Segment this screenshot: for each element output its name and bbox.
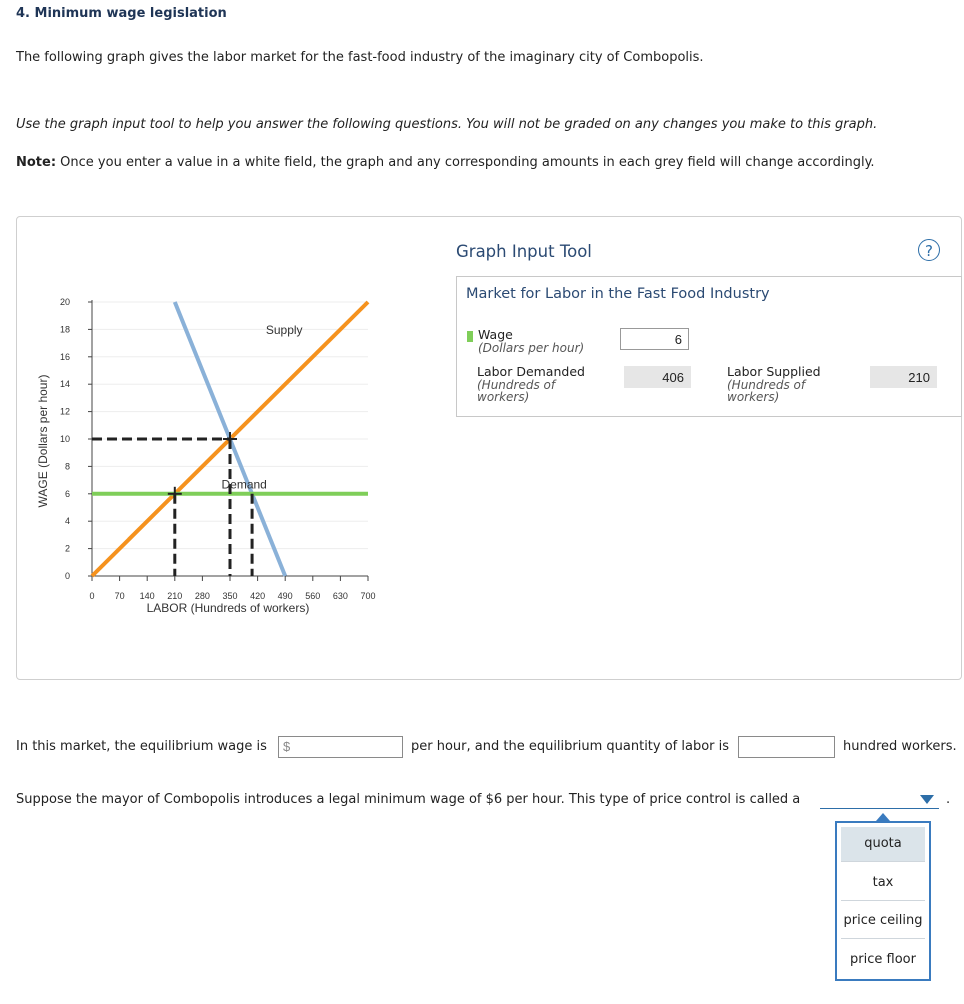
y-tick-label: 14 bbox=[59, 379, 70, 390]
x-tick-label: 350 bbox=[222, 591, 238, 601]
wage-label: Wage bbox=[478, 327, 513, 342]
dropdown-options-list bbox=[835, 821, 931, 981]
x-tick-label: 490 bbox=[277, 591, 293, 601]
y-tick-label: 18 bbox=[59, 324, 70, 335]
graph-input-tool-title: Graph Input Tool bbox=[456, 242, 592, 261]
x-tick-label: 420 bbox=[250, 591, 266, 601]
question-2-period: . bbox=[946, 792, 951, 807]
x-tick-label: 70 bbox=[114, 591, 125, 601]
labor-supplied-unit-2: workers) bbox=[727, 390, 780, 404]
y-tick-label: 10 bbox=[59, 434, 70, 444]
x-tick-label: 140 bbox=[139, 591, 155, 601]
option-divider bbox=[841, 938, 925, 939]
y-tick-label: 2 bbox=[64, 543, 70, 554]
labor-supplied-value: 210 bbox=[870, 366, 937, 388]
option-divider bbox=[841, 861, 925, 862]
dropdown-pointer-icon bbox=[876, 813, 890, 821]
x-axis-title: LABOR (Hundreds of workers) bbox=[146, 601, 310, 615]
x-tick-label: 560 bbox=[305, 591, 321, 601]
option-price-ceiling[interactable]: price ceiling bbox=[843, 913, 923, 928]
option-divider bbox=[841, 900, 925, 901]
y-axis-title: WAGE (Dollars per hour) bbox=[36, 374, 50, 508]
chevron-down-icon[interactable] bbox=[920, 795, 934, 804]
labor-demanded-value: 406 bbox=[624, 366, 691, 388]
x-tick-label: 630 bbox=[332, 591, 348, 601]
labor-market-chart[interactable] bbox=[16, 286, 436, 636]
question-2-text: Suppose the mayor of Combopolis introduces a legal minimum wage of $6 per hour. This type of price control is called a bbox=[16, 792, 801, 807]
intro-text: The following graph gives the labor market for the fast-food industry of the imaginary city of Combopolis. bbox=[16, 50, 704, 65]
x-tick-label: 700 bbox=[360, 591, 376, 601]
question-1-text-c: hundred workers. bbox=[843, 739, 957, 754]
note-text bbox=[16, 155, 875, 170]
option-quota[interactable]: quota bbox=[841, 827, 925, 861]
y-tick-label: 20 bbox=[59, 297, 70, 307]
y-tick-label: 8 bbox=[64, 461, 70, 472]
equilibrium-quantity-input[interactable] bbox=[738, 736, 835, 758]
wage-legend-icon bbox=[467, 331, 473, 342]
x-tick-label: 0 bbox=[89, 591, 95, 601]
question-title: 4. Minimum wage legislation bbox=[16, 6, 227, 21]
y-tick-label: 4 bbox=[64, 516, 70, 527]
demand-label: Demand bbox=[221, 477, 267, 492]
dollar-sign: $ bbox=[283, 739, 291, 754]
labor-supplied-unit-1: (Hundreds of bbox=[727, 378, 806, 392]
tool-subtitle: Market for Labor in the Fast Food Industry bbox=[466, 286, 770, 302]
instruction-text: Use the graph input tool to help you answer the following questions. You will not be graded on any changes you make to this graph. bbox=[16, 117, 878, 132]
x-tick-label: 210 bbox=[167, 591, 183, 601]
note-label: Note: bbox=[16, 155, 57, 170]
y-tick-label: 12 bbox=[59, 406, 70, 417]
option-price-floor[interactable]: price floor bbox=[850, 952, 916, 967]
y-tick-label: 16 bbox=[59, 351, 70, 362]
labor-demanded-unit-2: workers) bbox=[477, 390, 530, 404]
wage-unit: (Dollars per hour) bbox=[478, 341, 585, 355]
equilibrium-wage-input[interactable] bbox=[278, 736, 403, 758]
y-tick-label: 6 bbox=[64, 488, 70, 499]
labor-supplied-label: Labor Supplied bbox=[727, 364, 821, 379]
supply-label: Supply bbox=[265, 323, 303, 338]
x-tick-label: 280 bbox=[194, 591, 210, 601]
y-tick-label: 0 bbox=[64, 571, 70, 581]
wage-input[interactable]: 6 bbox=[620, 328, 689, 350]
price-control-dropdown[interactable] bbox=[820, 808, 939, 809]
option-tax[interactable]: tax bbox=[872, 875, 894, 890]
labor-demanded-label: Labor Demanded bbox=[477, 364, 585, 379]
question-1-text-a: In this market, the equilibrium wage is bbox=[16, 739, 267, 754]
labor-demanded-unit-1: (Hundreds of bbox=[477, 378, 556, 392]
note-body: Once you enter a value in a white field, the graph and any corresponding amounts in each grey field will change accordingly. bbox=[56, 155, 875, 170]
help-icon[interactable]: ? bbox=[918, 239, 940, 261]
question-1-text-b: per hour, and the equilibrium quantity of labor is bbox=[411, 739, 730, 754]
